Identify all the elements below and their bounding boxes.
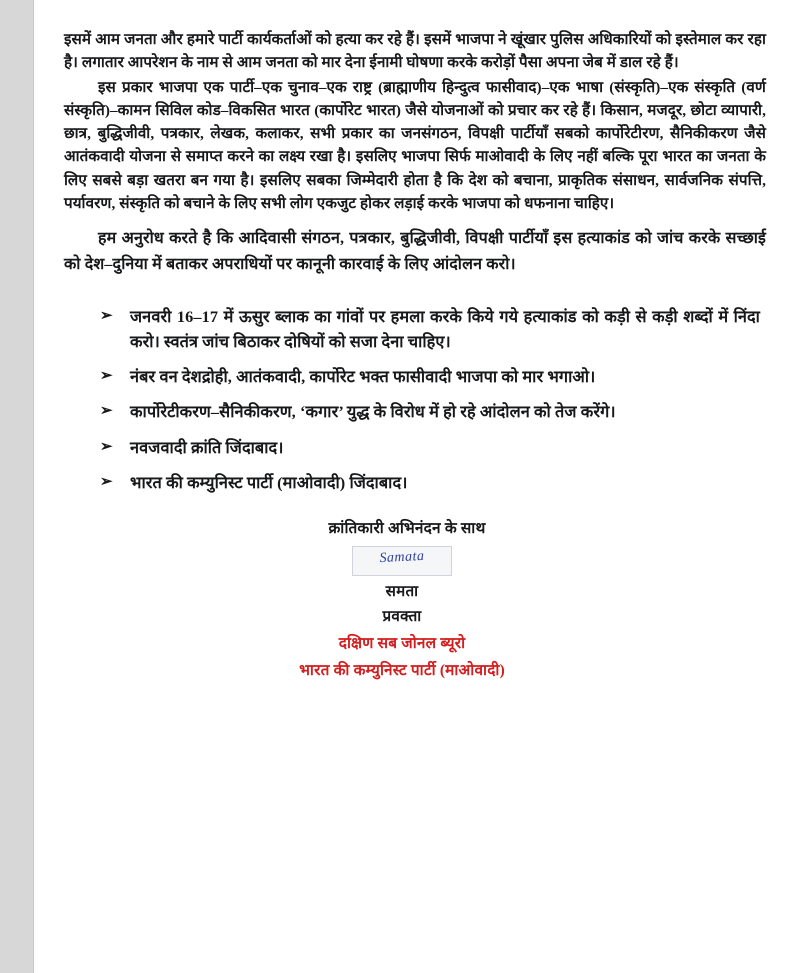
list-item (100, 435, 760, 460)
list-item (100, 399, 760, 424)
demands-list (64, 304, 766, 496)
list-item-text: जनवरी 16–17 में ऊसुर ब्लाक का गांवों पर हमला करके किये गये हत्याकांड को कड़ी से कड़ी शब्दों में निंदा करो। स्वतंत्र जांच बिठाकर दोषियों को सजा देना चाहिए। (130, 306, 760, 351)
list-item (100, 304, 760, 355)
signature-image (352, 546, 452, 576)
arrow-bullet-icon: ➢ (100, 438, 113, 455)
organization-line-2: भारत की कम्युनिस्ट पार्टी (माओवादी) (299, 662, 505, 680)
list-item (100, 470, 760, 495)
signature-block (64, 517, 766, 680)
document-page (33, 0, 800, 973)
document-body (34, 0, 800, 973)
signature-text: Samata (379, 548, 425, 567)
list-item-text: नंबर वन देशद्रोही, आतंकवादी, कार्पोरेट भक्त फासीवादी भाजपा को मार भगाओ। (130, 367, 596, 387)
paragraph-1: इसमें आम जनता और हमारे पार्टी कार्यकर्ताओं को हत्या कर रहे हैं। इसमें भाजपा ने खूंखार पुलिस अधिकारियों को इस्तेमाल कर रहा है। लगातार आपरेशन के नाम से आम जनता को मार देना ईनामी घोषणा करके करोड़ों पैसा अपना जेब में डाल रहे हैं। (64, 31, 766, 72)
signatory-role: प्रवक्ता (382, 608, 422, 626)
appeal-paragraph: हम अनुरोध करते है कि आदिवासी संगठन, पत्रकार, बुद्धिजीवी, विपक्षी पार्टीयाँ इस हत्याकांड को जांच करके सच्छाई को देश–दुनिया में बताकर अपराधियों पर कानूनी कारवाई के लिए आंदोलन करो। (64, 229, 766, 273)
list-item-text: कार्पोरेटीकरण–सैनिकीकरण, ‘कगार’ युद्ध के विरोध में हो रहे आंदोलन को तेज करेंगे। (130, 402, 616, 422)
arrow-bullet-icon: ➢ (100, 473, 113, 490)
signatory-name: समता (385, 583, 419, 601)
organization-line-1: दक्षिण सब जोनल ब्यूरो (338, 635, 466, 653)
list-item-text: भारत की कम्युनिस्ट पार्टी (माओवादी) जिंदाबाद। (130, 472, 408, 492)
regards-line: क्रांतिकारी अभिनंदन के साथ (328, 520, 486, 538)
list-item (100, 364, 760, 389)
arrow-bullet-icon: ➢ (100, 307, 113, 324)
blank-page-area (64, 680, 766, 973)
paragraph-2: इस प्रकार भाजपा एक पार्टी–एक चुनाव–एक राष्ट्र (ब्राह्माणीय हिन्दुत्व फासीवाद)–एक भाषा (संस्कृति)–एक संस्कृति (वर्ण संस्कृति)–कामन सिविल कोड–विकसित भारत (कार्पोरेट भारत) जैसे योजनाओं को प्रचार कर रहे हैं। किसान, मजदूर, छोटा व्यापारी, छात्र, बुद्धिजीवी, पत्रकार, लेखक, कलाकर, सभी प्रकार का जनसंगठन, विपक्षी पार्टीयाँ सबको कार्पोरेटीरण, सैनिकीकरण जैसे आतंकवादी योजना से समाप्त करने का लक्ष्य रखा है। इसलिए भाजपा सिर्फ माओवादी के लिए नहीं बल्कि पूरा भारत का जनता के लिए सबसे बड़ा खतरा बन गया है। इसलिए सबका जिम्मेदारी होता है कि देश को बचाना, प्राकृतिक संसाधन, सार्वजनिक संपत्ति, पर्यावरण, संस्कृति को बचाने के लिए सभी लोग एकजुट होकर लड़ाई करके भाजपा को धफनाना चाहिए। (64, 79, 766, 212)
list-item-text: नवजवादी क्रांति जिंदाबाद। (130, 437, 284, 457)
arrow-bullet-icon: ➢ (100, 368, 113, 385)
arrow-bullet-icon: ➢ (100, 403, 113, 420)
